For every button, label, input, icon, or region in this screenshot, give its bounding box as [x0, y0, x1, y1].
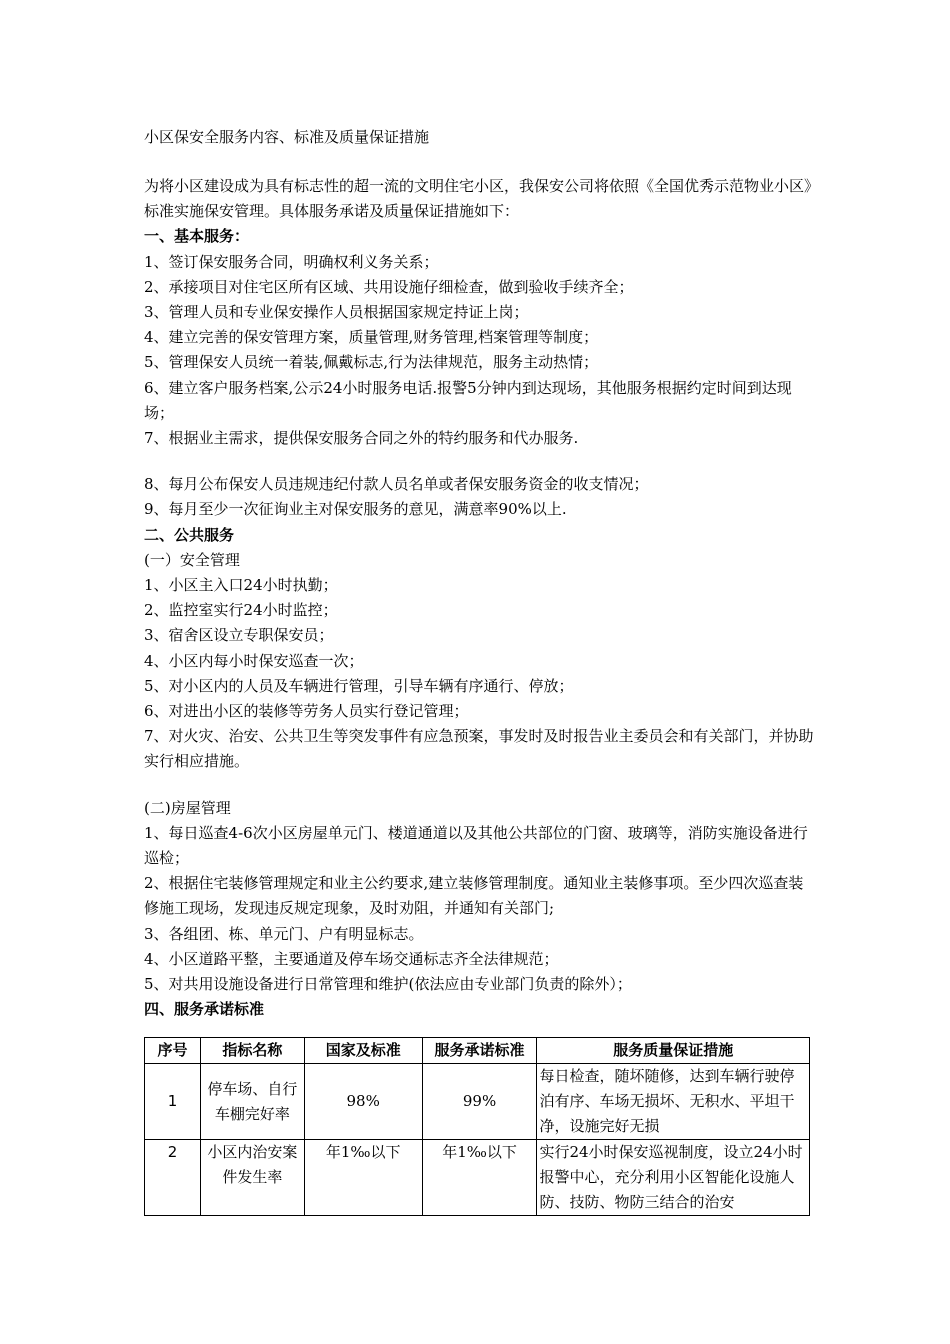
- cell-commitment-standard: 年1‰以下: [422, 1140, 537, 1216]
- list-item: 9、每月至少一次征询业主对保安服务的意见，满意率90%以上.: [144, 500, 567, 519]
- cell-quality-measures: 实行24小时保安巡视制度，设立24小时报警中心，充分利用小区智能化设施人防、技防、物防三结合的治安: [537, 1140, 810, 1216]
- intro-paragraph: 为将小区建设成为具有标志性的超一流的文明住宅小区，我保安公司将依照《全国优秀示范物业小区》标准实施保安管理。具体服务承诺及质量保证措施如下：: [144, 177, 812, 221]
- header-cell-national-standard: 国家及标准: [304, 1038, 422, 1064]
- header-cell-indicator: 指标名称: [200, 1038, 304, 1064]
- list-item: 3、各组团、栋、单元门、户有明显标志。: [144, 924, 424, 943]
- header-cell-commitment-standard: 服务承诺标准: [422, 1038, 537, 1064]
- commitment-standards-table: [144, 1037, 810, 1216]
- list-item: 6、对进出小区的装修等劳务人员实行登记管理；: [144, 702, 469, 721]
- paragraph-gap: [144, 451, 814, 472]
- list-item: 5、对小区内的人员及车辆进行管理，引导车辆有序通行、停放；: [144, 676, 574, 695]
- list-item: 1、小区主入口24小时执勤；: [144, 576, 338, 595]
- table-row: [145, 1064, 810, 1140]
- paragraph-gap: [144, 775, 814, 796]
- cell-index: 2: [145, 1140, 201, 1216]
- list-item: 7、根据业主需求，提供保安服务合同之外的特约服务和代办服务.: [144, 429, 579, 448]
- subsection-heading-security: (一）安全管理: [144, 550, 240, 569]
- section-heading-public-services: 二、公共服务: [144, 525, 235, 544]
- list-item: 4、小区道路平整，主要通道及停车场交通标志齐全法律规范；: [144, 949, 559, 968]
- header-cell-index: 序号: [145, 1038, 201, 1064]
- cell-index: 1: [145, 1064, 201, 1140]
- table-header-row: [145, 1038, 810, 1064]
- cell-commitment-standard: 99%: [422, 1064, 537, 1140]
- section-heading-service-commitment: 四、服务承诺标准: [144, 1000, 265, 1019]
- list-item: 6、建立客户服务档案,公示24小时服务电话.报警5分钟内到达现场，其他服务根据约定时间到达现场；: [144, 378, 792, 422]
- cell-quality-measures: 每日检查，随坏随修，达到车辆行驶停泊有序、车场无损坏、无积水、平坦干净，设施完好无损: [537, 1064, 810, 1140]
- list-item: 5、管理保安人员统一着装,佩戴标志,行为法律规范，服务主动热情；: [144, 353, 599, 372]
- cell-indicator: 小区内治安案件发生率: [200, 1140, 304, 1216]
- document-title: 小区保安全服务内容、标准及质量保证措施: [144, 128, 430, 146]
- table-row: [145, 1140, 810, 1216]
- cell-national-standard: 年1‰以下: [304, 1140, 422, 1216]
- list-item: 1、每日巡查4-6次小区房屋单元门、楼道通道以及其他公共部位的门窗、玻璃等，消防实施设备进行巡检；: [144, 823, 808, 868]
- list-item: 4、小区内每小时保安巡查一次；: [144, 651, 364, 670]
- list-item: 2、监控室实行24小时监控；: [144, 601, 338, 620]
- list-item: 7、对火灾、治安、公共卫生等突发事件有应急预案，事发时及时报告业主委员会和有关部门，并协助实行相应措施。: [144, 727, 814, 771]
- list-item: 4、建立完善的保安管理方案，质量管理,财务管理,档案管理等制度；: [144, 328, 599, 347]
- list-item: 2、根据住宅装修管理规定和业主公约要求,建立装修管理制度。通知业主装修事项。至少四次巡查装修施工现场，发现违反规定现象，及时劝阻，并通知有关部门;: [144, 874, 804, 918]
- list-item: 3、管理人员和专业保安操作人员根据国家规定持证上岗；: [144, 303, 529, 322]
- list-item: 2、承接项目对住宅区所有区域、共用设施仔细检查，做到验收手续齐全；: [144, 277, 634, 296]
- header-cell-quality-measures: 服务质量保证措施: [537, 1038, 810, 1064]
- cell-indicator: 停车场、自行车棚完好率: [200, 1064, 304, 1140]
- list-item: 1、签订保安服务合同，明确权利义务关系；: [144, 252, 439, 271]
- list-item: 5、对共用设施设备进行日常管理和维护(依法应由专业部门负责的除外）；: [144, 975, 632, 994]
- list-item: 8、每月公布保安人员违规违纪付款人员名单或者保安服务资金的收支情况；: [144, 475, 649, 494]
- section-heading-basic-services: 一、基本服务：: [144, 227, 250, 246]
- subsection-heading-housing: (二)房屋管理: [144, 798, 231, 817]
- list-item: 3、宿舍区设立专职保安员；: [144, 626, 334, 645]
- cell-national-standard: 98%: [304, 1064, 422, 1140]
- document-body: [144, 174, 814, 1023]
